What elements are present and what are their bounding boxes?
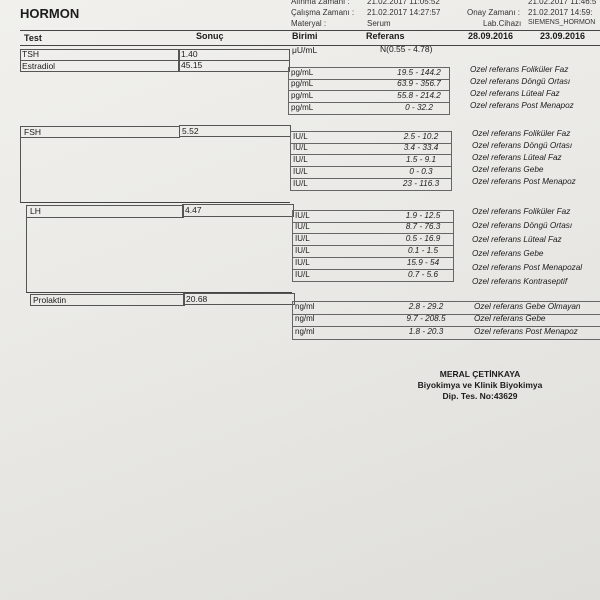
ref-label: Ozel referans Foliküler Faz xyxy=(472,207,571,216)
ref-row xyxy=(292,234,454,246)
date-2: 23.09.2016 xyxy=(540,31,586,41)
ref-label: Ozel referans Döngü Ortası xyxy=(472,141,573,150)
ref-row xyxy=(292,270,454,282)
ref-label: Ozel referans Post Menapoz xyxy=(474,327,578,336)
ref-range: 19.5 - 144.2 xyxy=(397,68,441,77)
ref-row xyxy=(290,179,452,191)
test-ref-tsh: N(0.55 - 4.78) xyxy=(380,44,433,54)
signature-diploma: Dip. Tes. No:43629 xyxy=(442,391,518,401)
ref-range: 2.8 - 29.2 xyxy=(408,302,444,311)
ref-range: 3.4 - 33.4 xyxy=(403,143,439,152)
ref-unit: IU/L xyxy=(293,143,308,152)
ref-range: 0 - 32.2 xyxy=(405,103,433,112)
ref-unit: IU/L xyxy=(295,246,310,255)
ref-label: Ozel referans Post Menapoz xyxy=(470,101,574,110)
test-name-prolaktin: Prolaktin xyxy=(33,295,67,305)
ref-unit: IU/L xyxy=(295,258,310,267)
lab-label: Lab.Cihazı xyxy=(483,19,522,28)
ref-unit: IU/L xyxy=(293,167,308,176)
materyal-value: Serum xyxy=(367,19,391,28)
calisma-label: Çalışma Zamanı : xyxy=(291,8,355,17)
col-test-header: Test xyxy=(24,33,42,43)
ref-unit: ng/ml xyxy=(295,327,315,336)
date-1: 28.09.2016 xyxy=(468,31,514,41)
ref-unit: IU/L xyxy=(295,222,310,231)
ref-unit: IU/L xyxy=(293,179,308,188)
ref-row xyxy=(292,327,600,340)
ref-label: Ozel referans Kontraseptif xyxy=(472,277,568,286)
ref-label: Ozel referans Foliküler Faz xyxy=(472,129,571,138)
signature-name: MERAL ÇETİNKAYA xyxy=(439,369,521,379)
ref-range: 55.8 - 214.2 xyxy=(397,91,441,100)
onay-value: 21.02.2017 14:59: xyxy=(528,8,593,17)
ref-range: 0.5 - 16.9 xyxy=(405,234,441,243)
ref-label: Ozel referans Lüteal Faz xyxy=(472,153,562,162)
materyal-label: Materyal : xyxy=(291,19,327,28)
ref-label: Ozel referans Foliküler Faz xyxy=(470,65,569,74)
col-sonuc-header: Sonuç xyxy=(196,31,224,41)
ref-label: Ozel referans Post Menapozal xyxy=(472,263,583,272)
ref-range: 1.5 - 9.1 xyxy=(405,155,437,164)
ref-unit: pg/mL xyxy=(291,68,314,77)
test-result-tsh: 1.40 xyxy=(181,49,198,59)
ref-range: 0.7 - 5.6 xyxy=(407,270,439,279)
lh-name-box xyxy=(26,205,184,218)
ref-unit: IU/L xyxy=(293,132,308,141)
ref-range: 2.5 - 10.2 xyxy=(403,132,439,141)
ref-label: Ozel referans Lüteal Faz xyxy=(472,235,562,244)
ref-label: Ozel referans Gebe xyxy=(474,314,546,323)
ref-label: Ozel referans Gebe xyxy=(472,249,544,258)
ref-row xyxy=(290,155,452,167)
test-name-tsh: TSH xyxy=(22,49,39,59)
calisma-value: 21.02.2017 14:27:57 xyxy=(367,8,441,17)
ref-row xyxy=(292,246,454,258)
test-result-fsh: 5.52 xyxy=(182,126,199,136)
ref-unit: IU/L xyxy=(295,211,310,220)
ref-range: 63.9 - 356.7 xyxy=(397,79,441,88)
ref-unit: pg/mL xyxy=(291,91,314,100)
ref-range: 1.8 - 20.3 xyxy=(408,327,444,336)
ref-row xyxy=(288,79,450,91)
test-result-lh: 4.47 xyxy=(185,205,202,215)
ref-range: 0 - 0.3 xyxy=(409,167,433,176)
ref-unit: IU/L xyxy=(293,155,308,164)
ref-unit: ng/ml xyxy=(295,314,315,323)
kabul-value: 21.02.2017 11:46:5 xyxy=(528,0,597,6)
lab-value: SIEMENS_HORMON xyxy=(528,19,596,26)
fsh-group-left-rule xyxy=(20,136,21,202)
ref-label: Ozel referans Lüteal Faz xyxy=(470,89,560,98)
ref-row xyxy=(292,222,454,234)
signature-title: Biyokimya ve Klinik Biyokimya xyxy=(417,380,543,390)
ref-label: Ozel referans Gebe xyxy=(472,165,544,174)
ref-unit: IU/L xyxy=(295,234,310,243)
ref-label: Ozel referans Döngü Ortası xyxy=(472,221,573,230)
report-title: HORMON xyxy=(20,6,80,21)
alinma-label: Alınma Zamanı : xyxy=(291,0,350,6)
ref-row xyxy=(292,258,454,270)
col-referans-header: Referans xyxy=(366,31,405,41)
ref-row xyxy=(290,143,452,155)
test-name-lh: LH xyxy=(30,206,41,216)
ref-row xyxy=(292,301,600,315)
test-result-estradiol: 45.15 xyxy=(181,60,203,70)
ref-label: Ozel referans Döngü Ortası xyxy=(470,77,571,86)
ref-range: 15.9 - 54 xyxy=(406,258,440,267)
col-birimi-header: Birimi xyxy=(292,31,318,41)
ref-unit: ng/ml xyxy=(295,302,315,311)
fsh-name-box xyxy=(20,126,180,138)
onay-label: Onay Zamanı : xyxy=(467,8,520,17)
test-name-fsh: FSH xyxy=(24,127,41,137)
ref-unit: pg/mL xyxy=(291,103,314,112)
ref-row xyxy=(290,167,452,179)
lh-group-left-rule xyxy=(26,216,27,292)
ref-range: 1.9 - 12.5 xyxy=(405,211,441,220)
ref-unit: IU/L xyxy=(295,270,310,279)
ref-label: Ozel referans Gebe Olmayan xyxy=(474,302,581,311)
fsh-group-bottom-rule xyxy=(20,202,290,203)
ref-range: 8.7 - 76.3 xyxy=(405,222,441,231)
ref-range: 23 - 116.3 xyxy=(402,179,440,188)
ref-range: 0.1 - 1.5 xyxy=(407,246,439,255)
test-result-prolaktin: 20.68 xyxy=(186,294,208,304)
test-name-estradiol: Estradiol xyxy=(22,61,56,71)
ref-row xyxy=(288,91,450,103)
ref-range: 9.7 - 208.5 xyxy=(406,314,446,323)
ref-row xyxy=(292,314,600,327)
ref-row xyxy=(288,103,450,115)
test-unit-tsh: μU/mL xyxy=(292,45,318,55)
ref-label: Ozel referans Post Menapoz xyxy=(472,177,576,186)
ref-unit: pg/mL xyxy=(291,79,314,88)
alinma-value: 21.02.2017 11:05:52 xyxy=(367,0,440,6)
